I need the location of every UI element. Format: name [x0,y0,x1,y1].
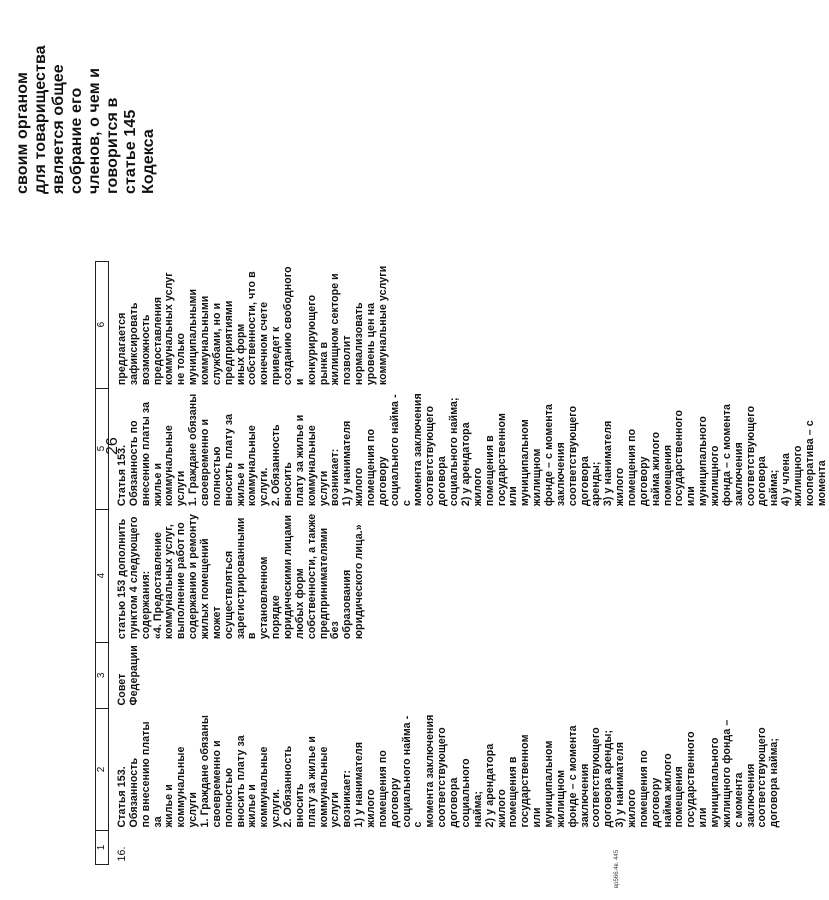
header-cell-3: 3 [96,642,109,708]
header-cell-5: 5 [96,388,109,509]
header-cell-2: 2 [96,709,109,831]
footer-mark: вр566.4в. 445 [614,849,620,888]
header-cell-4: 4 [96,509,109,642]
table-row [109,261,829,864]
cell-proposed-text [109,388,829,509]
row-number [109,831,829,865]
amendment-author: Совет Федерации [116,645,140,706]
justification-text: предлагается зафиксировать возможность предоставления коммунальных услуг не только муниципальными коммунальными службами, но и предприятиями иных форм собственности, что в конечном счете приведет к созданию свободного и конкурирующего рынка в жилищном секторе и позволит нормализовать уровень цен на коммунальные услуги [116,265,389,386]
carry-over-text-col6: своим органом для товарищества является общее собрание его членов, о чем и говорится в статье 145 Кодекса [14,45,157,194]
page-number: 26 [104,437,121,455]
cell-author [109,642,829,708]
cell-justification [109,261,829,388]
comparison-table [95,261,829,865]
proposed-article-text: Статья 153. Обязанность по внесению платы за жилье и коммунальные услуги 1. Граждане обязаны своевременно и полностью вносить плату за жилье и коммунальные услуги. 2. Обязанность вносить плату за жилье и коммунальные услуги возникает: 1) у нанимателя жилого помещения по договору социального найма - с момента заключения соответствующего договора социального найма; 2) у арендатора жилого помещения в государственном или муниципальном жилищном фонде – с момента заключения соответствующего договора аренды; 3) у нанимателя жилого помещения по договору найма жилого помещения государственного или муниципального жилищного фонда – с момента заключения соответствующего договора найма; 4) у члена жилищного кооператива – с момента [116,393,828,507]
current-article-text: Статья 153. Обязанность по внесению платы за жилье и коммунальные услуги 1. Граждане обязаны своевременно и полностью вносить плату за жилье и коммунальные услуги. 2. Обязанность вносить плату за жилье и коммунальные услуги возникает: 1) у нанимателя жилого помещения по договору социального найма - с момента заключения соответствующего договора социального найма; 2) у арендатора жилого помещения в государственном или муниципальном жилищном фонде – с момента заключения соответствующего договора аренды; 3) у нанимателя жилого помещения по договору найма жилого помещения государственного или муниципального жилищного фонда – с момента заключения соответствующего договора найма; [116,714,781,828]
cell-current-text [109,709,829,831]
row-number-text: 16. [116,846,128,862]
amendment-text: статью 153 дополнить пунктом 4 следующего содержания: «4. Предоставление коммунальных услуг, выполнение работ по содержанию и ремонту жилых помещений может осуществляться зарегистрированными в установленном порядке юридическими лицами любых форм собственности, а также предпринимателями без образования юридического лица.» [116,513,366,640]
table-header-row [96,261,109,864]
cell-amendment [109,509,829,642]
header-cell-1: 1 [96,831,109,865]
header-cell-6: 6 [96,261,109,388]
